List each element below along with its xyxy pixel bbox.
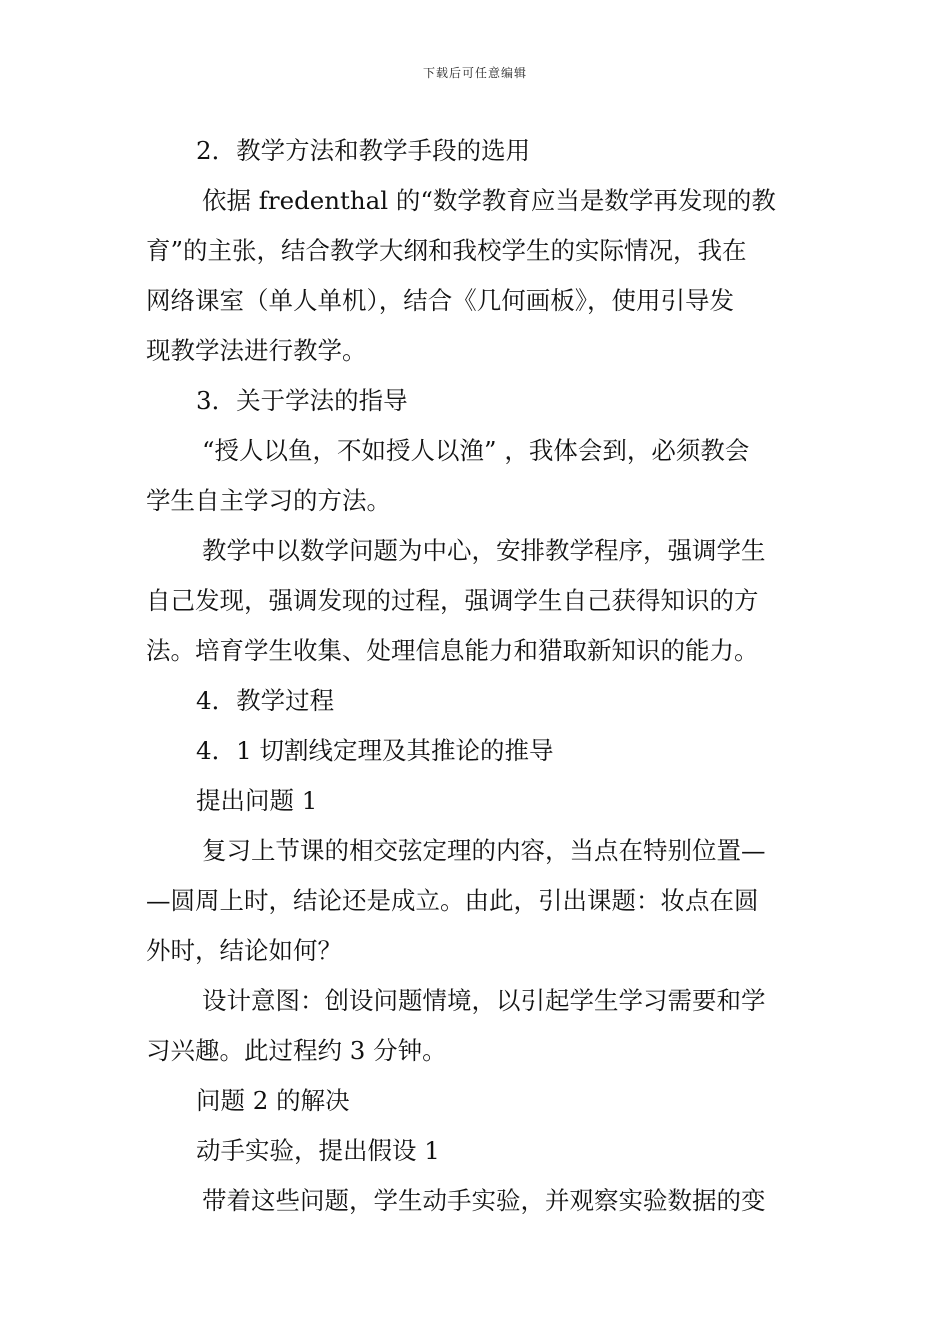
paragraph-line: 问题 2 的解决 (196, 1086, 350, 1115)
document-body (146, 126, 808, 1226)
paragraph-line: 自己发现，强调发现的过程，强调学生自己获得知识的方 (146, 586, 759, 615)
page-header: 下载后可任意编辑 (422, 66, 527, 80)
paragraph-line: 外时，结论如何？ (146, 936, 342, 965)
paragraph-line: 育”的主张，结合教学大纲和我校学生的实际情况，我在 (146, 236, 747, 265)
paragraph-line: 3．关于学法的指导 (196, 386, 408, 415)
paragraph-line: 4．教学过程 (196, 686, 335, 715)
paragraph-line: 教学中以数学问题为中心，安排教学程序，强调学生 (202, 536, 766, 565)
paragraph-line: 提出问题 1 (196, 786, 318, 815)
paragraph-line: “授人以鱼，不如授人以渔” ，我体会到，必须教会 (202, 436, 750, 465)
paragraph-line: 2．教学方法和教学手段的选用 (196, 136, 531, 165)
paragraph-line: 学生自主学习的方法。 (146, 486, 391, 515)
paragraph-line: 依据 fredenthal 的“数学教育应当是数学再发现的教 (202, 186, 776, 215)
paragraph-line: 现教学法进行教学。 (146, 336, 367, 365)
paragraph-line: 习兴趣。此过程约 3 分钟。 (146, 1036, 447, 1065)
paragraph-line: —圆周上时，结论还是成立。由此，引出课题：妆点在圆 (146, 886, 759, 915)
paragraph-line: 带着这些问题，学生动手实验，并观察实验数据的变 (202, 1186, 766, 1215)
paragraph-line: 法。培育学生收集、处理信息能力和猎取新知识的能力。 (146, 636, 759, 665)
paragraph-line: 网络课室（单人单机），结合《几何画板》，使用引导发 (146, 286, 734, 315)
paragraph-line: 动手实验，提出假设 1 (196, 1136, 440, 1165)
paragraph-line: 设计意图：创设问题情境，以引起学生学习需要和学 (202, 986, 766, 1015)
paragraph-line: 复习上节课的相交弦定理的内容，当点在特别位置— (202, 836, 766, 865)
paragraph-line: 4．1 切割线定理及其推论的推导 (196, 736, 554, 765)
